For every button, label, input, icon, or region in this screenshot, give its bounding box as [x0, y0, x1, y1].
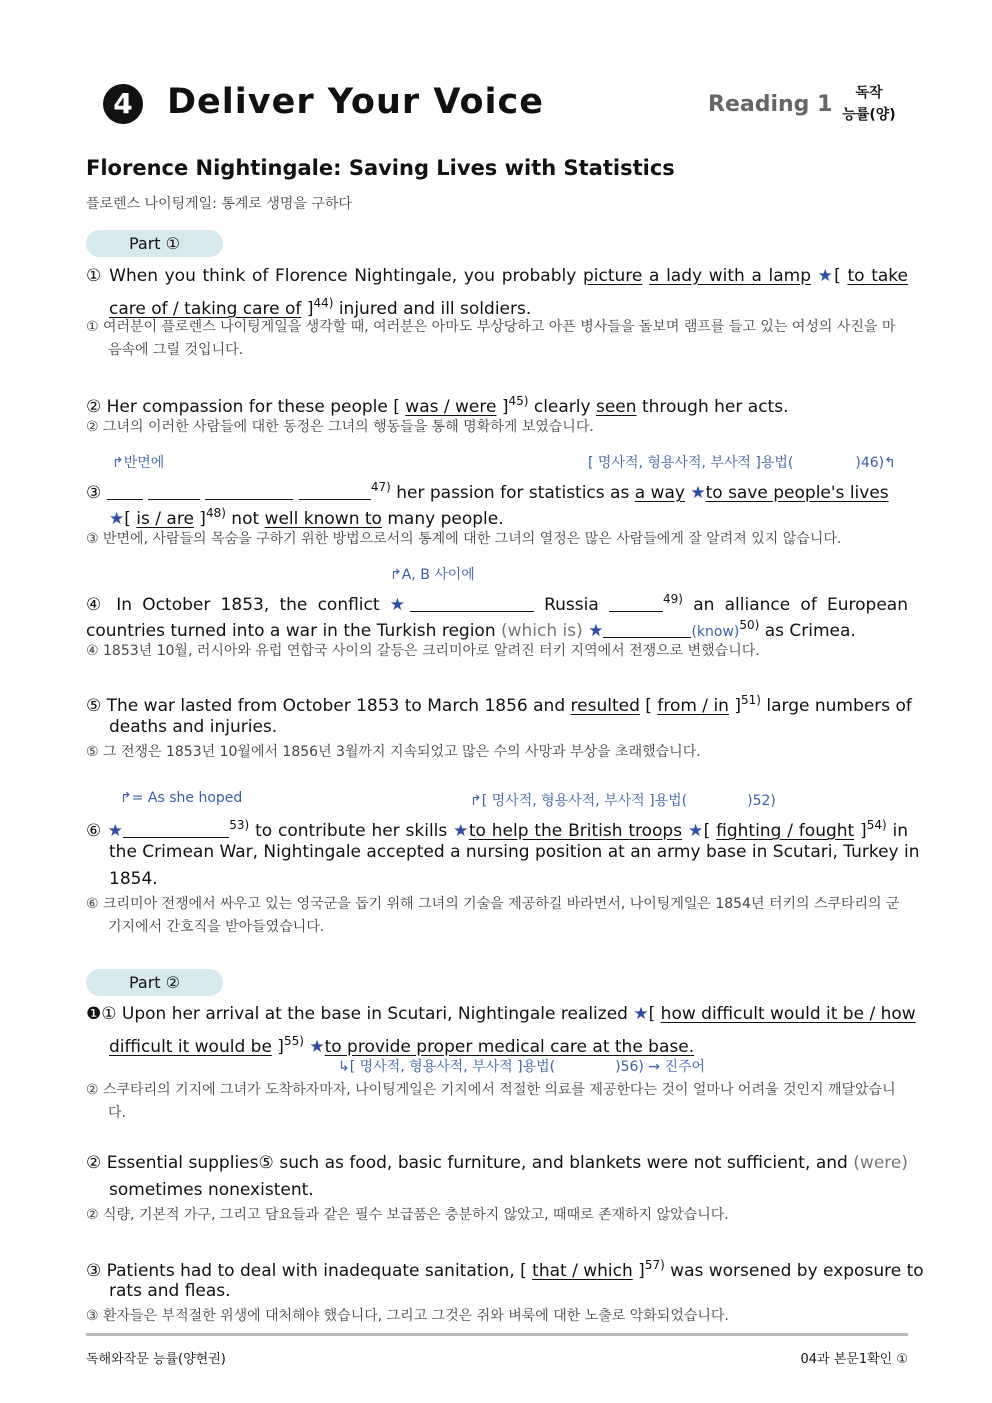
- star-icon: ★: [687, 821, 704, 841]
- part2-sentence-1-translation: ② 스쿠타리의 기지에 그녀가 도착하자마자, 나이팅게일은 기지에서 적절한 의료를 제공한다는 것이 얼마나 어려울 것인지 깨달았습니다.: [86, 1082, 896, 1121]
- sentence-5-translation: ⑤ 그 전쟁은 1853년 10월에서 1856년 3월까지 지속되었고 많은 수의 사망과 부상을 초래했습니다.: [86, 744, 701, 760]
- sentence-6-note-right: ↱[ 명사적, 형용사적, 부사적 ]용법( )52): [470, 793, 776, 809]
- sentence-2: ② Her compassion for these people [ was / were ]$^{45)}$ clearly seen through her acts.: [86, 394, 789, 417]
- sentence-3-line2: ★[ is / are ]$^{48)}$ not well known to many people.: [109, 506, 504, 529]
- sentence-6-translation: ⑥ 크리미아 전쟁에서 싸우고 있는 영국군을 돕기 위해 그녀의 기술을 제공하길 바라면서, 나이팅게일은 1854년 터키의 스쿠타리의 군 기지에서 간호직을 받아들였습니다.: [86, 896, 900, 935]
- sentence-4-translation: ④ 1853년 10월, 러시아와 유럽 연합국 사이의 갈등은 크리미아로 알려진 터키 지역에서 전쟁으로 변했습니다.: [86, 643, 760, 659]
- part2-sentence-2-line1: ② Essential supplies⑤ such as food, basic furniture, and blankets were not sufficient, and (were): [86, 1153, 908, 1173]
- sentence-4-note: ↱A, B 사이에: [390, 567, 475, 583]
- footer-left: 독해와작문 능률(양현권): [86, 1352, 226, 1367]
- blank[interactable]: [205, 485, 293, 500]
- book-tag-line1: 독작: [855, 85, 883, 101]
- sentence-6-line2: the Crimean War, Nightingale accepted a nursing position at an army base in Scutari, Turkey in: [109, 842, 920, 862]
- star-icon: ★: [453, 821, 469, 841]
- sentence-1-line2: care of / taking care of ]$^{44)}$ injured and ill soldiers.: [109, 296, 532, 319]
- blank[interactable]: [299, 485, 371, 500]
- chapter-number-badge: [103, 84, 143, 124]
- blank[interactable]: [410, 597, 534, 612]
- part1-label: Part ①: [86, 230, 223, 257]
- part2-sentence-1-line2: difficult it would be ]$^{55)}$ ★to provide proper medical care at the base.: [109, 1034, 695, 1057]
- footer-divider: [86, 1333, 908, 1336]
- part2-sentence-3-line2: rats and fleas.: [109, 1281, 231, 1301]
- blank[interactable]: [123, 823, 229, 838]
- part2-sentence-3-translation: ③ 환자들은 부적절한 위생에 대처해야 했습니다, 그리고 그것은 쥐와 벼룩에 대한 노출로 악화되었습니다.: [86, 1308, 729, 1324]
- sentence-5-line2: deaths and injuries.: [109, 717, 278, 737]
- star-icon: ★: [389, 595, 410, 615]
- blank[interactable]: [609, 597, 663, 612]
- sentence-1-line1: ① When you think of Florence Nightingale, you probably picture a lady with a lamp ★[ to take: [86, 266, 908, 286]
- sentence-3-translation: ③ 반면에, 사람들의 목숨을 구하기 위한 방법으로서의 통계에 대한 그녀의 열정은 많은 사람들에게 잘 알려져 있지 않습니다.: [86, 531, 842, 547]
- sentence-3-note-left: ↱반면에: [112, 455, 165, 471]
- sentence-6-line1: ⑥ ★ $^{53)}$ to contribute her skills ★to help the British troops ★[ fighting / fought ]$^{54)}$ in: [86, 818, 909, 841]
- footer-right: 04과 본문1확인 ①: [800, 1352, 908, 1367]
- star-icon: ★: [309, 1037, 325, 1057]
- part2-label: Part ②: [86, 969, 223, 996]
- sentence-4-line2: countries turned into a war in the Turkish region (which is) ★ (know)$^{50)}$ as Crimea.: [86, 618, 856, 641]
- passage-title: Florence Nightingale: Saving Lives with Statistics: [86, 156, 675, 180]
- star-icon: ★: [690, 483, 706, 503]
- star-icon: ★: [588, 621, 604, 641]
- part2-sentence-1-note: ↳[ 명사적, 형용사적, 부사적 ]용법( )56) → 진주어: [338, 1059, 706, 1075]
- part2-sentence-2-line2: sometimes nonexistent.: [109, 1180, 314, 1200]
- blank[interactable]: [603, 623, 691, 638]
- star-icon: ★: [107, 821, 124, 841]
- star-icon: ★: [109, 509, 125, 529]
- sentence-2-translation: ② 그녀의 이러한 사람들에 대한 동정은 그녀의 행동들을 통해 명확하게 보였습니다.: [86, 419, 594, 435]
- star-icon: ★: [633, 1004, 649, 1024]
- sentence-3-line1: ③ $^{47)}$ her passion for statistics as a way ★to save people's lives: [86, 480, 889, 503]
- book-tag-line2: 능률(양): [842, 107, 896, 123]
- part2-sentence-3-line1: ③ Patients had to deal with inadequate sanitation, [ that / which ]$^{57)}$ was worsened by exposure to: [86, 1258, 924, 1281]
- sentence-1-translation: ① 여러분이 플로렌스 나이팅게일을 생각할 때, 여러분은 아마도 부상당하고 아픈 병사들을 돌보며 램프를 들고 있는 여성의 사진을 마음속에 그릴 것입니다.: [86, 319, 896, 358]
- chapter-number: 4: [113, 87, 133, 120]
- sentence-6-note-left: ↱= As she hoped: [120, 790, 243, 806]
- chapter-title: Deliver Your Voice: [167, 82, 545, 122]
- sentence-5-line1: ⑤ The war lasted from October 1853 to March 1856 and resulted [ from / in ]$^{51)}$ large numbers of: [86, 693, 912, 716]
- sentence-6-line3: 1854.: [109, 869, 158, 889]
- passage-subtitle: 플로렌스 나이팅게일: 통계로 생명을 구하다: [86, 196, 352, 212]
- part2-sentence-2-translation: ② 식량, 기본적 가구, 그리고 담요들과 같은 필수 보급품은 충분하지 않았고, 때때로 존재하지 않았습니다.: [86, 1207, 729, 1223]
- blank[interactable]: [107, 485, 143, 500]
- sentence-4-line1: ④ In October 1853, the conflict ★ Russia $^{49)}$ an alliance of European: [86, 592, 908, 615]
- star-icon: ★: [817, 266, 835, 286]
- reading-label: Reading 1: [708, 92, 833, 117]
- blank[interactable]: [148, 485, 200, 500]
- sentence-3-note-right: [ 명사적, 형용사적, 부사적 ]용법( )46)↰: [588, 455, 896, 471]
- book-tag: [838, 82, 900, 126]
- part2-sentence-1-line1: ❶① Upon her arrival at the base in Scutari, Nightingale realized ★[ how difficult would it be / how: [86, 1004, 916, 1024]
